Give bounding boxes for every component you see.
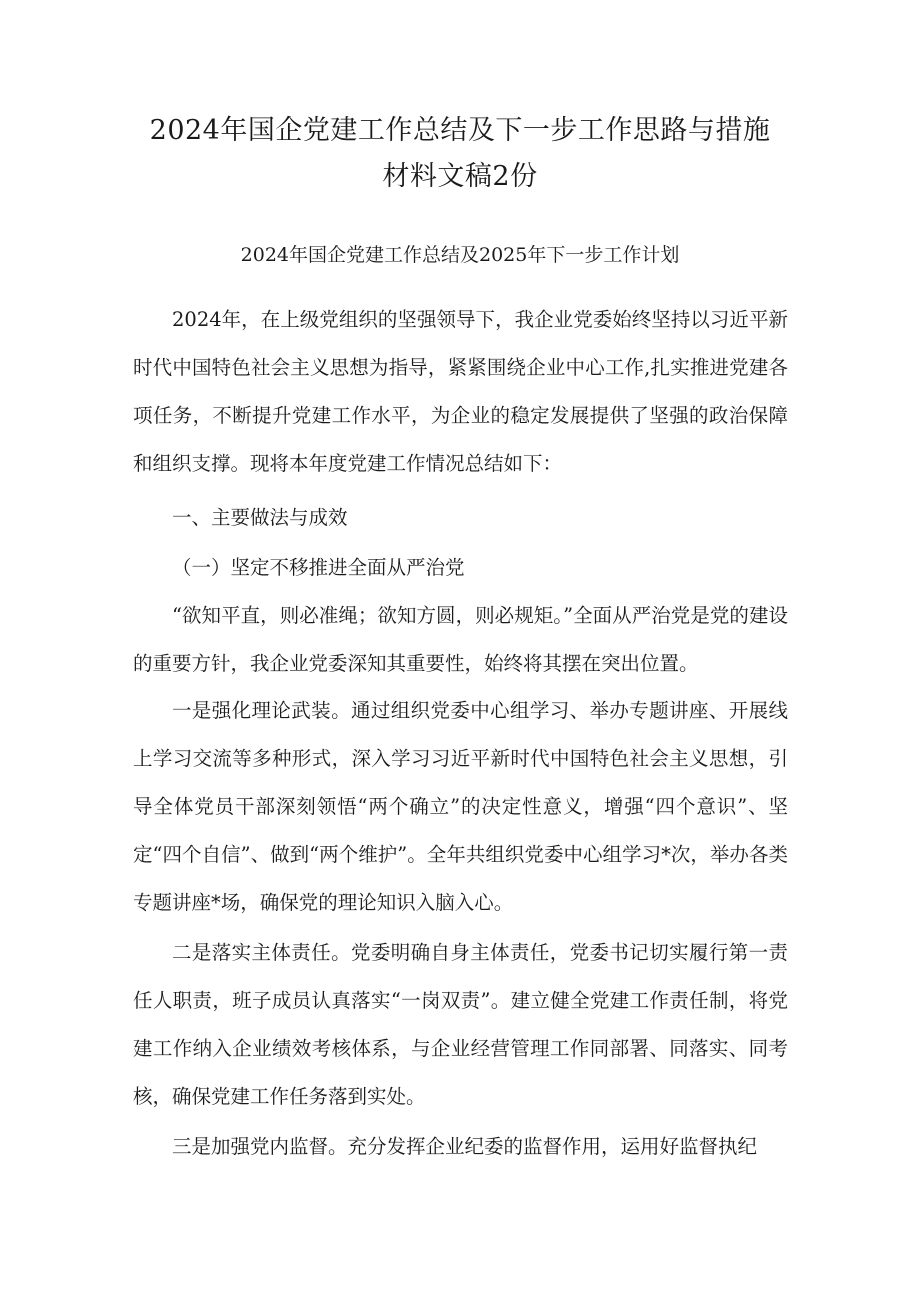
title-line-1: 2024年国企党建工作总结及下一步工作思路与措施 (149, 115, 771, 146)
paragraph-responsibility: 二是落实主体责任。党委明确自身主体责任，党委书记切实履行第一责任人职责，班子成员认真落实“一岗双责”。建立健全党建工作责任制，将党建工作纳入企业绩效考核体系，与企业经营管理工作同部署、同落实、同考核，确保党建工作任务落到实处。 (133, 941, 788, 1108)
paragraph-theory: 一是强化理论武装。通过组织党委中心组学习、举办专题讲座、开展线上学习交流等多种形式，深入学习习近平新时代中国特色社会主义思想，引导全体党员干部深刻领悟“两个确立”的决定性意义，增强“四个意识”、坚定“四个自信”、做到“两个维护”。全年共组织党委中心组学习*次，举办各类专题讲座*场，确保党的理论知识入脑入心。 (133, 699, 788, 914)
paragraph-intro: 2024年，在上级党组织的坚强领导下，我企业党委始终坚持以习近平新时代中国特色社会主义思想为指导，紧紧围绕企业中心工作,扎实推进党建各项任务，不断提升党建工作水平，为企业的稳定发展提供了坚强的政治保障和组织支撑。现将本年度党建工作情况总结如下： (133, 308, 788, 475)
section-heading: 一、主要做法与成效 (172, 506, 348, 529)
document-title (120, 108, 800, 200)
paragraph-quote: “欲知平直，则必准绳；欲知方圆，则必规矩。”全面从严治党是党的建设的重要方针，我企业党委深知其重要性，始终将其摆在突出位置。 (133, 604, 788, 675)
document-subtitle: 2024年国企党建工作总结及2025年下一步工作计划 (240, 244, 680, 266)
paragraph-supervision: 三是加强党内监督。充分发挥企业纪委的监督作用，运用好监督执纪 (172, 1135, 758, 1158)
title-line-2: 材料文稿2份 (382, 161, 538, 192)
subsection-heading: （一）坚定不移推进全面从严治党 (172, 556, 465, 579)
